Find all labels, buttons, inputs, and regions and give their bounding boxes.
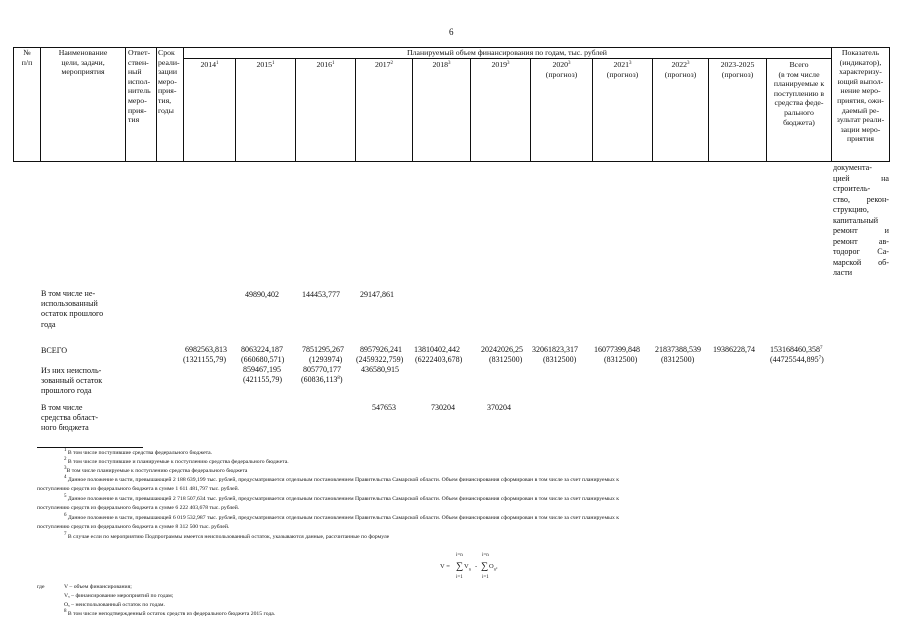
indicator-line: ство, рекон- xyxy=(833,195,889,204)
cell-2014-total: 6982563,813 xyxy=(185,345,227,354)
footnote-6-cont: поступлению средств из федерального бюджета в сумме 8 312 500 тыс. рублей. xyxy=(37,524,230,530)
where-line-2: Vₓ – финансирование мероприятий по годам; xyxy=(64,593,174,599)
cell-2016-unused-remainder: 144453,777 xyxy=(302,290,340,299)
cell-grand-total-federal: (44725544,895$^7$) xyxy=(770,355,824,364)
header-indicator: Показатель (индикатор), характеризу- ющий выпол- нение меро- приятия, ожи- даемый ре- зультат реали- зации меро- приятия xyxy=(836,48,885,144)
header-year-2016: 2016$^1$ xyxy=(316,60,335,69)
cell-2023-2025-total: 19386228,74 xyxy=(713,345,755,354)
formula: i=n i=n V = ∑ $V_n$ - ∑ $O_n$, i=1 i=1 xyxy=(440,553,498,580)
header-year-2019: 2019$^3$ xyxy=(491,60,510,69)
header-number: № п/п xyxy=(21,48,33,67)
indicator-line: струкцию, xyxy=(833,205,869,214)
page-number: 6 xyxy=(449,27,454,37)
header-total: Всего (в том числе планируемые к поступлению в средства феде- рального бюджета) xyxy=(773,60,825,127)
header-year-2021: 2021$^3$ (прогноз) xyxy=(606,60,639,79)
cell-2016-of-which-unused: 805770,177 xyxy=(303,365,341,374)
cell-2017-of-which-unused: 436580,915 xyxy=(361,365,399,374)
header-year-2014: 2014$^1$ xyxy=(200,60,219,69)
col-border-5 xyxy=(235,58,236,162)
footnote-6: $^6$ Данное положение в части, превышающей 6 019 532,987 тыс. рублей, предусматривается отдельным постановлением Правительства Самарской области. Объем финансирования сформирован в том числе за счет планируемых к xyxy=(64,513,620,521)
header-planned-divider xyxy=(183,58,831,59)
cell-2017-total-federal: (2459322,759) xyxy=(356,355,404,364)
row-label-regional-budget: В том числе средства област- ного бюджета xyxy=(41,403,99,433)
cell-2017-total: 8957926,241 xyxy=(360,345,402,354)
cell-2016-of-which-unused-federal: (60836,113$^8$) xyxy=(301,375,343,384)
col-border-2 xyxy=(125,47,126,162)
header-year-2023-2025: 2023-2025 (прогноз) xyxy=(720,60,755,79)
header-planned-financing: Планируемый объем финансирования по годам, тыс. рублей xyxy=(407,48,607,57)
where-prefix: где xyxy=(37,584,45,590)
footnote-5-cont: поступлению средств из федерального бюджета в сумме 6 222 403,678 тыс. рублей. xyxy=(37,505,240,511)
cell-2016-total: 7851295,267 xyxy=(302,345,344,354)
footnote-2: $^2$ В том числе поступившие и планируемые к поступлению средства федерального бюджета. xyxy=(64,457,289,465)
cell-2018-total: 13810402,442 xyxy=(414,345,460,354)
cell-2018-total-federal: (6222403,678) xyxy=(415,355,463,364)
cell-2020-total: 32061823,317 xyxy=(532,345,578,354)
header-term: Срок реали- зации меро- прия- тия, годы xyxy=(158,48,180,115)
cell-2014-total-federal: (1321155,79) xyxy=(183,355,227,364)
footnote-3: $^3$В том числе планируемые к поступлению средства федерального бюджета xyxy=(64,466,248,474)
row-label-total: ВСЕГО xyxy=(41,346,68,355)
indicator-line: марской об- xyxy=(833,258,889,267)
cell-2015-unused-remainder: 49890,402 xyxy=(245,290,279,299)
col-border-3 xyxy=(156,47,157,162)
cell-2021-total: 16077399,848 xyxy=(594,345,640,354)
indicator-line: цией на xyxy=(833,174,889,183)
col-border-7 xyxy=(355,58,356,162)
footnote-5: $^5$ Данное положение в части, превышающей 2 718 507,634 тыс. рублей, предусматривается отдельным постановлением Правительства Самарской области. Объем финансирования сформирован в том числе за счет планируемых к xyxy=(64,494,620,502)
cell-2015-of-which-unused: 859467,195 xyxy=(243,365,281,374)
indicator-line: капитальный xyxy=(833,216,879,225)
header-responsible: Ответ- ствен- ный испол- нитель меро- прия- тия xyxy=(128,48,151,125)
header-year-2020: 2020$^3$ (прогноз) xyxy=(545,60,578,79)
row-label-of-which-unused: Из них неисполь- зованный остаток прошлого года xyxy=(41,366,103,396)
cell-2018-regional-budget: 730204 xyxy=(431,403,455,412)
where-line-3: Оₓ – неиспользованный остаток по годам. xyxy=(64,602,165,608)
cell-2019-total: 20242026,25 xyxy=(481,345,523,354)
indicator-line: ласти xyxy=(833,268,853,277)
cell-2020-total-federal: (8312500) xyxy=(543,355,577,364)
header-year-2015: 2015$^1$ xyxy=(256,60,275,69)
cell-2017-unused-remainder: 29147,861 xyxy=(360,290,394,299)
cell-2022-total: 21837388,539 xyxy=(655,345,701,354)
col-border-6 xyxy=(295,58,296,162)
cell-2015-of-which-unused-federal: (421155,79) xyxy=(243,375,283,384)
indicator-line: строитель- xyxy=(833,184,871,193)
row-label-unused-remainder: В том числе не- использованный остаток прошлого года xyxy=(41,289,104,329)
cell-2015-total-federal: (660680,571) xyxy=(241,355,285,364)
cell-2019-regional-budget: 370204 xyxy=(487,403,511,412)
col-border-8 xyxy=(412,58,413,162)
footnote-1: $^1$ В том числе поступившие средства федерального бюджета. xyxy=(64,448,213,456)
where-line-1: V – объем финансирования; xyxy=(64,584,132,590)
indicator-line: тодорог Са- xyxy=(833,247,889,256)
indicator-line: ремонт и xyxy=(833,226,889,235)
cell-2022-total-federal: (8312500) xyxy=(661,355,695,364)
footnote-8: $^8$ В том числе неподтвержденный остаток средств из федерального бюджета 2015 года. xyxy=(64,609,276,617)
footnote-4: $^4$ Данное положение в части, превышающей 2 188 639,199 тыс. рублей, предусматривается отдельным постановлением Правительства Самарской области. Объем финансирования сформирован в том числе за счет планируемых к xyxy=(64,475,620,483)
footnote-separator xyxy=(37,447,143,448)
cell-2016-total-federal: (1293974) xyxy=(309,355,343,364)
cell-2019-total-federal: (8312500) xyxy=(489,355,523,364)
header-year-2022: 2022$^3$ (прогноз) xyxy=(664,60,697,79)
indicator-line: документа- xyxy=(833,163,872,172)
cell-2015-total: 8063224,187 xyxy=(241,345,283,354)
header-year-2017: 2017$^2$ xyxy=(374,60,394,69)
footnote-7: $^7$ В случае если по мероприятию Подпрограммы имеется неиспользованный остаток, указываются данные, рассчитанные по формуле xyxy=(64,532,390,540)
header-year-2018: 2018$^3$ xyxy=(432,60,451,69)
header-name: Наименование цели, задачи, мероприятия xyxy=(58,48,108,77)
col-border-16 xyxy=(889,47,890,162)
cell-2017-regional-budget: 547653 xyxy=(372,403,396,412)
cell-2021-total-federal: (8312500) xyxy=(604,355,638,364)
col-border-9 xyxy=(470,58,471,162)
cell-grand-total: 153168460,358$^7$ xyxy=(770,345,823,354)
footnote-4-cont: поступлению средств из федерального бюджета в сумме 1 611 481,797 тыс. рублей. xyxy=(37,486,240,492)
indicator-line: ремонт ав- xyxy=(833,237,889,246)
header-bottom-border xyxy=(13,161,889,162)
